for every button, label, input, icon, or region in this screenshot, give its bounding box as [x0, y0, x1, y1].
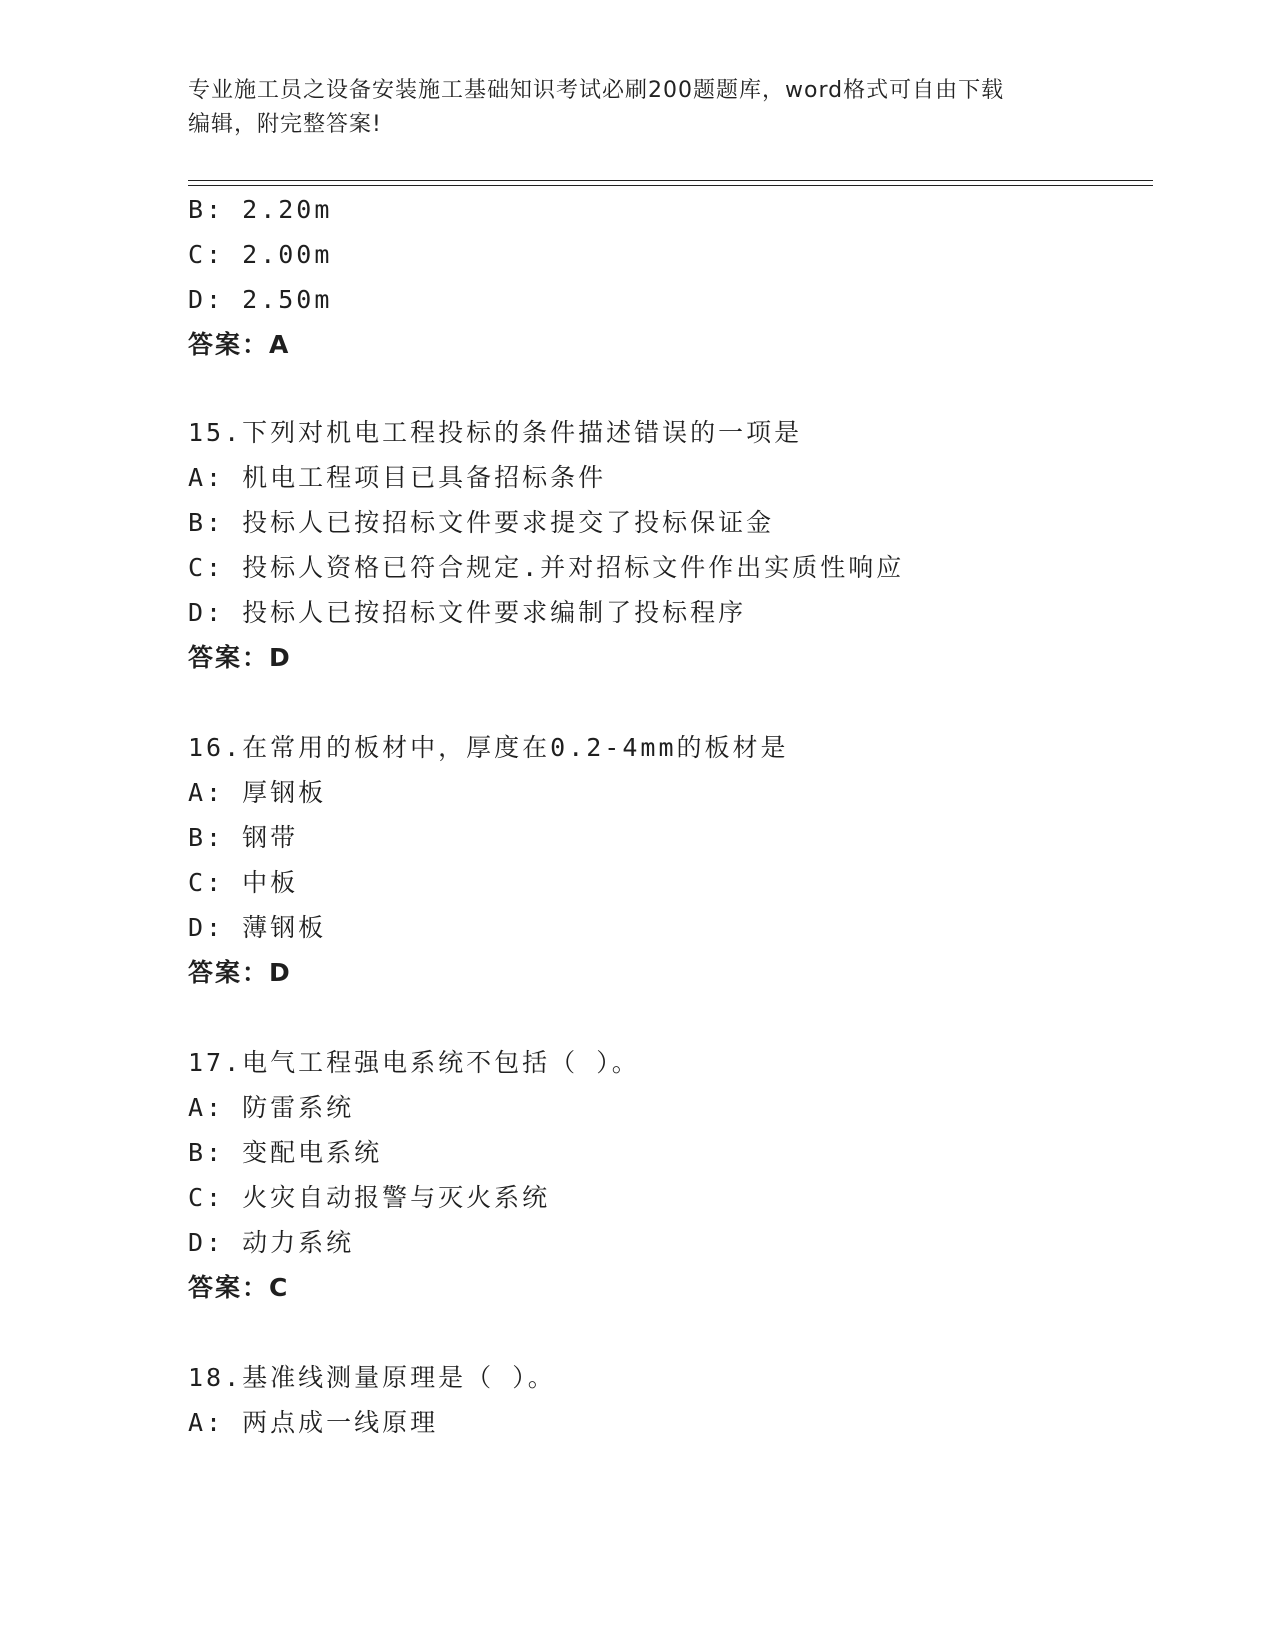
header-title-line-1: 专业施工员之设备安装施工基础知识考试必刷200题题库，word格式可自由下载: [188, 78, 1005, 103]
question-text: 15.下列对机电工程投标的条件描述错误的一项是: [188, 418, 803, 447]
option-b: B: 投标人已按招标文件要求提交了投标保证金: [188, 508, 775, 537]
answer: 答案：D: [188, 643, 292, 672]
header-divider-bottom: [188, 185, 1153, 186]
question-text: 18.基准线测量原理是（ ）。: [188, 1363, 556, 1392]
option-d: D: 投标人已按招标文件要求编制了投标程序: [188, 598, 747, 627]
option-d: D: 动力系统: [188, 1228, 355, 1257]
answer: 答案：A: [188, 330, 291, 359]
question-text: 17.电气工程强电系统不包括（ ）。: [188, 1048, 640, 1077]
option-b: B: 钢带: [188, 823, 299, 852]
header-divider-top: [188, 180, 1153, 181]
option-b: B: 2.20m: [188, 195, 333, 224]
option-c: C: 2.00m: [188, 240, 333, 269]
question-text: 16.在常用的板材中，厚度在0.2-4mm的板材是: [188, 733, 789, 762]
answer: 答案：D: [188, 958, 292, 987]
option-c: C: 中板: [188, 868, 299, 897]
page-header: [188, 74, 1088, 142]
option-a: A: 厚钢板: [188, 778, 327, 807]
option-c: C: 投标人资格已符合规定.并对招标文件作出实质性响应: [188, 553, 905, 582]
option-a: A: 机电工程项目已具备招标条件: [188, 463, 607, 492]
option-c: C: 火灾自动报警与灭火系统: [188, 1183, 551, 1212]
option-a: A: 两点成一线原理: [188, 1408, 439, 1437]
option-d: D: 2.50m: [188, 285, 333, 314]
answer: 答案：C: [188, 1273, 290, 1302]
option-a: A: 防雷系统: [188, 1093, 355, 1122]
header-title-line-2: 编辑，附完整答案!: [188, 112, 382, 137]
option-d: D: 薄钢板: [188, 913, 327, 942]
option-b: B: 变配电系统: [188, 1138, 383, 1167]
